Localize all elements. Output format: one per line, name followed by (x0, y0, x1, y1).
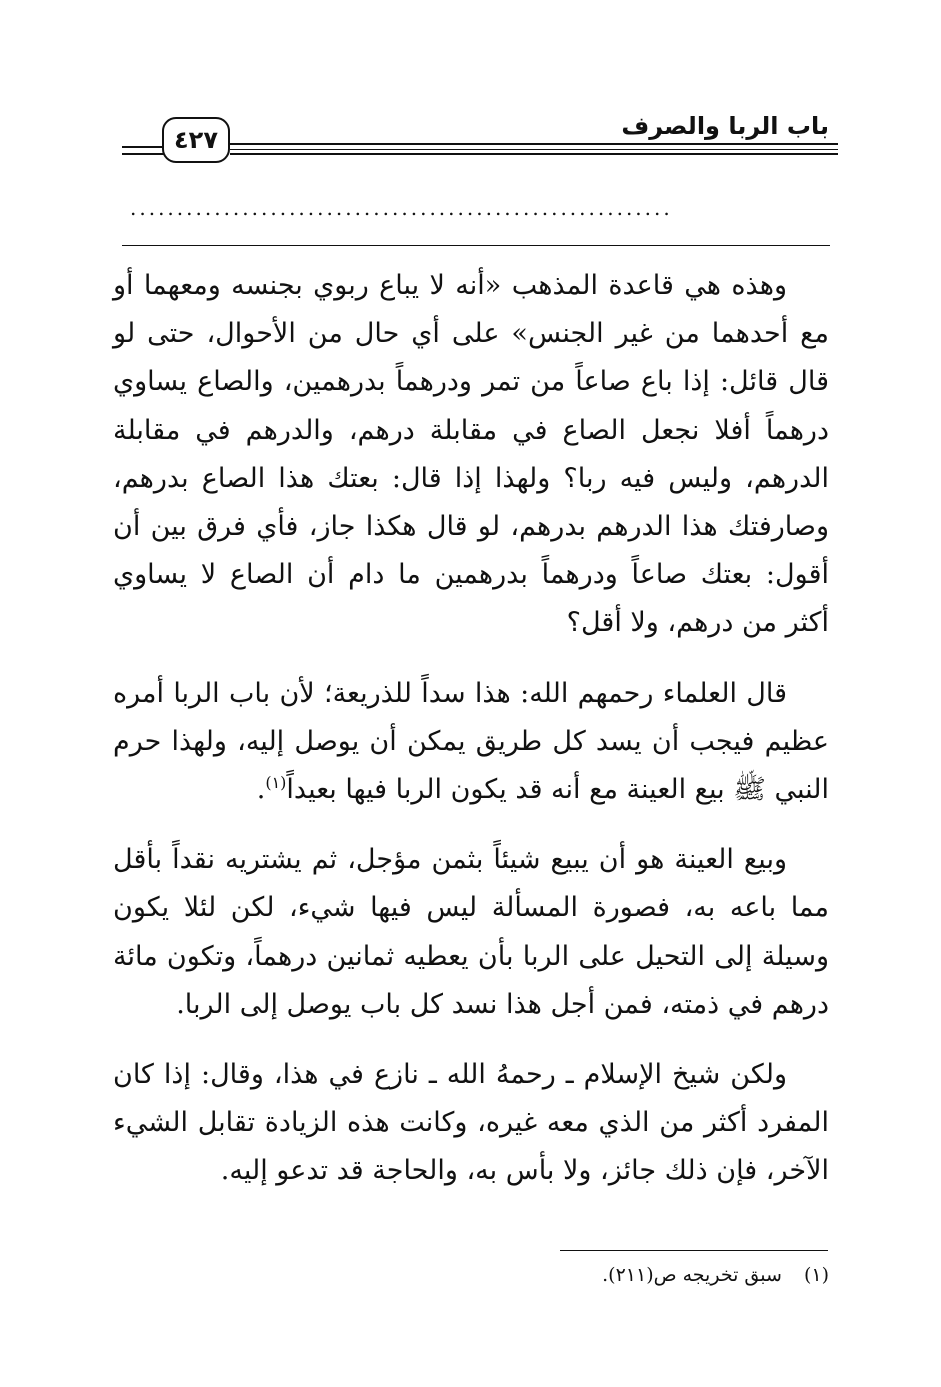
page-number-box: ٤٢٧ (162, 117, 230, 163)
paragraph-2-text: قال العلماء رحمهم الله: هذا سداً للذريعة؛ لأن باب الربا أمره عظيم فيجب أن يسد كل طريق يمكن أن يوصل إليه، ولهذا حرم النبي ﷺ بيع العينة مع أنه قد يكون الربا فيها بعيداً (113, 677, 829, 806)
text-top-rule (122, 245, 830, 246)
footnote-reference[interactable]: (١) (265, 773, 287, 793)
paragraph-2-tail: . (256, 774, 266, 806)
header-rule-left-lower (122, 153, 164, 155)
paragraph-1: وهذه هي قاعدة المذهب «أنه لا يباع ربوي بجنسه ومعهما أو مع أحدهما من غير الجنس» على أي حال من الأحوال، حتى لو قال قائل: إذا باع صاعاً من تمر ودرهماً بدرهمين، والصاع يساوي درهماً أفلا نجعل الصاع في مقابلة درهم، والدرهم في مقابلة الدرهم، وليس فيه ربا؟ ولهذا إذا قال: بعتك هذا الصاع بدرهم، وصارفتك هذا الدرهم بدرهم، لو قال هكذا جاز، فأي فرق بين أن أقول: بعتك صاعاً ودرهماً بدرهمين ما دام أن الصاع لا يساوي أكثر من درهم، ولا أقل؟ (113, 270, 829, 639)
header-rule-right (230, 143, 838, 145)
paragraph-4: ولكن شيخ الإسلام ـ رحمهُ الله ـ نازع في هذا، وقال: إذا كان المفرد أكثر من الذي معه غيره، وكانت هذه الزيادة تقابل الشيء الآخر، فإن ذلك جائز، ولا بأس به، والحاجة قد تدعو إليه. (113, 1059, 829, 1187)
footnote-text: سبق تخريجه ص(٢١١). (602, 1264, 782, 1286)
paragraph-3: وبيع العينة هو أن يبيع شيئاً بثمن مؤجل، ثم يشتريه نقداً بأقل مما باعه به، فصورة المسألة ليس فيها شيء، لكن لئلا يكون وسيلة إلى التحيل على الربا بأن يعطيه ثمانين درهماً، وتكون مائة درهم في ذمته، فمن أجل هذا نسد كل باب يوصل إلى الربا. (113, 844, 829, 1020)
footnote-number: (١) (803, 1264, 829, 1286)
header-rule-left (122, 146, 164, 148)
footnote-rule (560, 1250, 828, 1251)
header-rule-right-lower (230, 153, 838, 155)
dotted-separator: .......................................................... (130, 196, 673, 220)
paragraph-2 (113, 670, 829, 815)
main-text (113, 262, 829, 1196)
header-rule-right-middle (230, 149, 838, 150)
footnote (602, 1264, 829, 1286)
running-header-title: باب الربا والصرف (621, 112, 829, 140)
